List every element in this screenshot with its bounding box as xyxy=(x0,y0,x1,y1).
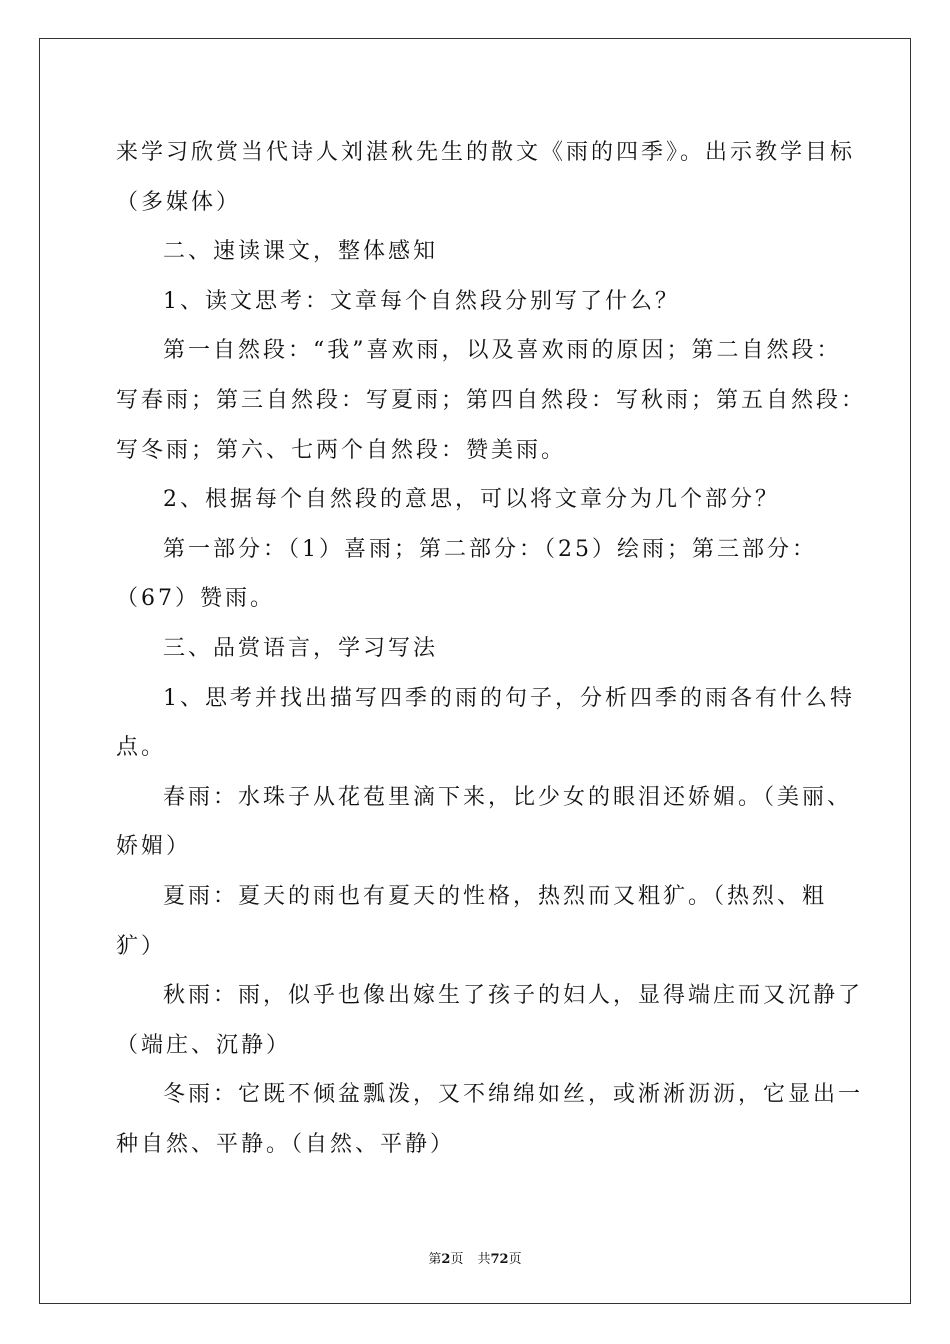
text-line: 点。 xyxy=(116,735,167,761)
total-suffix: 页 xyxy=(508,1252,522,1267)
document-body xyxy=(116,128,867,1169)
text-line: 来学习欣赏当代诗人刘湛秋先生的散文《雨的四季》。出示教学目标 xyxy=(116,140,856,165)
text-line: 冬雨：它既不倾盆瓢泼，又不绵绵如丝，或淅淅沥沥，它显出一 xyxy=(163,1082,864,1108)
text-line: （多媒体） xyxy=(116,189,242,215)
text-line: 犷） xyxy=(116,933,167,959)
question-line: 2、根据每个自然段的意思，可以将文章分为几个部分？ xyxy=(163,487,780,513)
text-line: 春雨：水珠子从花苞里滴下来，比少女的眼泪还娇媚。（美丽、 xyxy=(163,784,853,810)
text-line: 夏雨：夏天的雨也有夏天的性格，热烈而又粗犷。（热烈、粗 xyxy=(163,883,828,909)
text-line: （端庄、沉静） xyxy=(116,1032,292,1058)
section-heading: 三、品赏语言，学习写法 xyxy=(163,635,439,661)
page-prefix: 第 xyxy=(428,1252,442,1267)
question-line: 1、读文思考：文章每个自然段分别写了什么？ xyxy=(163,288,680,314)
text-line: 第一部分：（1）喜雨；第二部分：（25）绘雨；第三部分： xyxy=(163,536,817,562)
text-line: 秋雨：雨，似乎也像出嫁生了孩子的妇人，显得端庄而又沉静了 xyxy=(163,983,864,1009)
text-line: （67）赞雨。 xyxy=(116,586,275,612)
text-line: 写冬雨；第六、七两个自然段：赞美雨。 xyxy=(116,437,567,463)
text-line: 种自然、平静。（自然、平静） xyxy=(116,1131,456,1157)
text-line: 娇媚） xyxy=(116,834,192,860)
text-line: 第一自然段：“我”喜欢雨，以及喜欢雨的原因；第二自然段： xyxy=(163,338,842,364)
page-footer xyxy=(0,1248,950,1267)
question-line: 1、思考并找出描写四季的雨的句子，分析四季的雨各有什么特 xyxy=(163,685,855,711)
section-heading: 二、速读课文，整体感知 xyxy=(163,239,439,265)
page-number: 2 xyxy=(441,1252,451,1267)
page-suffix: 页 xyxy=(450,1252,464,1267)
text-line: 写春雨；第三自然段：写夏雨；第四自然段：写秋雨；第五自然段： xyxy=(116,387,867,413)
total-prefix: 共 xyxy=(477,1252,491,1267)
total-pages: 72 xyxy=(490,1252,509,1267)
